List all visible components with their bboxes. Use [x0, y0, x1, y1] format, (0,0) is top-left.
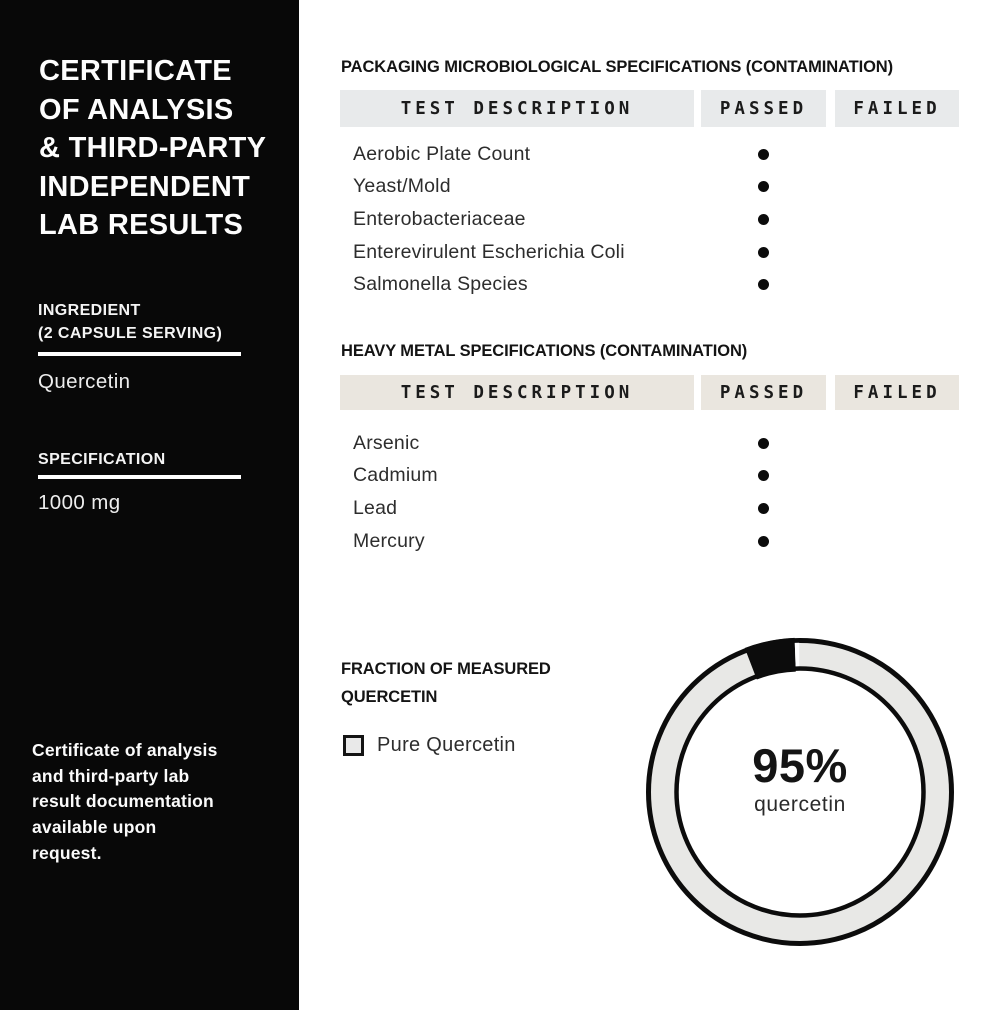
passed-header: PASSED	[701, 90, 826, 127]
table-row	[340, 236, 959, 269]
failed-header: FAILED	[835, 375, 959, 410]
passed-dot-icon	[758, 470, 769, 481]
passed-dot-icon	[758, 438, 769, 449]
chart-legend	[343, 734, 516, 757]
ingredient-label: INGREDIENT (2 CAPSULE SERVING)	[38, 302, 223, 342]
page-title-line: INDEPENDENT	[39, 170, 251, 203]
table-row	[340, 138, 959, 171]
micro-table-rows	[340, 138, 959, 301]
specification-value: 1000 mg	[38, 491, 121, 514]
specification-divider	[38, 475, 241, 479]
passed-dot-icon	[758, 181, 769, 192]
test-description-cell: Cadmium	[353, 464, 438, 487]
test-description-cell: Aerobic Plate Count	[353, 142, 531, 165]
passed-cell	[701, 536, 826, 547]
passed-cell	[701, 438, 826, 449]
passed-dot-icon	[758, 214, 769, 225]
page-title	[39, 52, 266, 245]
table-row	[340, 203, 959, 236]
passed-dot-icon	[758, 279, 769, 290]
passed-cell	[701, 279, 826, 290]
passed-dot-icon	[758, 503, 769, 514]
sidebar	[0, 0, 299, 1010]
donut-center-labels	[638, 739, 962, 817]
heavy-metal-table-rows	[340, 427, 959, 557]
table-row	[340, 460, 959, 493]
heavy-metal-table-header	[340, 375, 959, 410]
table-row	[340, 427, 959, 460]
passed-cell	[701, 149, 826, 160]
table-row	[340, 268, 959, 301]
test-description-header: TEST DESCRIPTION	[340, 90, 694, 127]
page-title-line: CERTIFICATE	[39, 55, 232, 87]
passed-cell	[701, 214, 826, 225]
test-description-header: TEST DESCRIPTION	[340, 375, 694, 410]
passed-dot-icon	[758, 536, 769, 547]
micro-specs-title: PACKAGING MICROBIOLOGICAL SPECIFICATIONS (CONTAMINATION)	[341, 58, 894, 76]
passed-cell	[701, 181, 826, 192]
page-title-line: OF ANALYSIS	[39, 93, 234, 126]
table-row	[340, 525, 959, 558]
chart-title: FRACTION OF MEASURED QUERCETIN	[341, 660, 551, 706]
test-description-cell: Mercury	[353, 529, 425, 552]
specification-label: SPECIFICATION	[38, 451, 166, 468]
test-description-cell: Yeast/Mold	[353, 175, 451, 198]
passed-cell	[701, 247, 826, 258]
table-row	[340, 492, 959, 525]
availability-note: Certificate of analysis and third-party lab result documentation available upon request.	[32, 740, 218, 863]
donut-percentage: 95%	[752, 739, 848, 792]
micro-table-header	[340, 90, 959, 127]
passed-header: PASSED	[701, 375, 826, 410]
test-description-cell: Enterobacteriaceae	[353, 207, 526, 230]
test-description-cell: Lead	[353, 496, 398, 519]
test-description-cell: Salmonella Species	[353, 273, 528, 296]
legend-swatch-icon	[343, 735, 364, 756]
passed-dot-icon	[758, 149, 769, 160]
legend-label: Pure Quercetin	[377, 734, 516, 756]
test-description-cell: Enterevirulent Escherichia Coli	[353, 240, 625, 263]
ingredient-value: Quercetin	[38, 370, 131, 393]
page-title-line: LAB RESULTS	[39, 209, 244, 241]
test-description-cell: Arsenic	[353, 431, 420, 454]
passed-cell	[701, 470, 826, 481]
passed-dot-icon	[758, 247, 769, 258]
table-row	[340, 171, 959, 204]
failed-header: FAILED	[835, 90, 959, 127]
donut-sublabel: quercetin	[754, 793, 846, 816]
heavy-metal-specs-title: HEAVY METAL SPECIFICATIONS (CONTAMINATION)	[341, 342, 748, 360]
ingredient-divider	[38, 352, 241, 356]
passed-cell	[701, 503, 826, 514]
page-title-line: & THIRD-PARTY	[39, 132, 267, 164]
